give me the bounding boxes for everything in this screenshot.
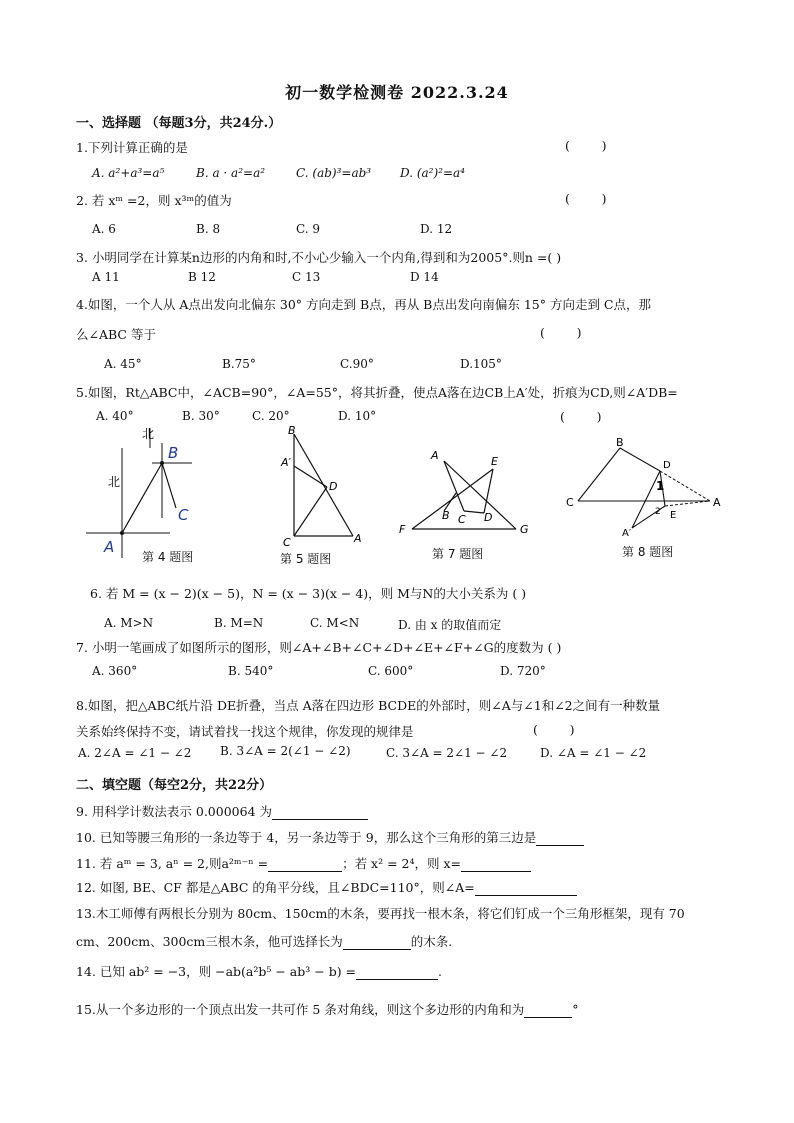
q6-option-d: D. 由 x 的取值而定: [398, 618, 502, 632]
q11-stem-b: ；若 x² = 2⁴，则 x=: [342, 856, 461, 871]
fig7-caption: 第 7 题图: [432, 547, 484, 561]
q3-option-c: C 13: [292, 270, 321, 284]
q8-option-b: B. 3∠A = 2(∠1 − ∠2): [220, 744, 351, 758]
fig5-label-a-prime: A′: [281, 456, 292, 469]
q2-stem: 2. 若 xᵐ =2，则 x³ᵐ的值为: [76, 193, 232, 208]
fig7-label-d: D: [484, 511, 493, 524]
q5-option-c: C. 20°: [252, 409, 290, 423]
q6-stem: 6. 若 M = (x − 2)(x − 5)，N = (x − 3)(x − 4)，则 M与N的大小关系为 ( ): [90, 586, 527, 601]
q4-answer-paren: ( ): [540, 325, 582, 340]
q3-option-d: D 14: [410, 270, 439, 284]
q13-line2: [76, 932, 452, 950]
q9-answer-blank[interactable]: [272, 805, 368, 820]
q15-line: [76, 1000, 579, 1018]
q4-stem-line1: 4.如图，一个人从 A点出发向北偏东 30° 方向走到 B点，再从 B点出发向南偏东 15° 方向走到 C点，那: [76, 297, 651, 312]
q15-answer-blank[interactable]: [524, 1003, 572, 1018]
fig8-label-d: D: [663, 460, 671, 471]
q15-stem: 15.从一个多边形的一个顶点出发一共可作 5 条对角线，则这个多边形的内角和为: [76, 1002, 525, 1017]
q13-answer-blank[interactable]: [343, 935, 411, 950]
fig8-label-a-prime: A′: [622, 528, 632, 539]
q3-option-b: B 12: [188, 270, 216, 284]
q5-option-d: D. 10°: [338, 409, 377, 423]
q1-option-c: C. (ab)³=ab³: [296, 166, 372, 180]
section-fill-heading: 二、填空题（每空2分，共22分）: [76, 778, 273, 793]
q4-stem-line2: 么∠ABC 等于: [76, 327, 156, 342]
figure-5-diagram: [278, 424, 368, 549]
q5-answer-paren: ( ): [560, 409, 602, 424]
q2-answer-paren: ( ): [565, 191, 607, 206]
section-choice-heading: 一、选择题 （每题3分，共24分.）: [76, 116, 282, 131]
q6-option-b: B. M=N: [214, 616, 264, 630]
q14-line: [76, 962, 442, 980]
fig7-label-f: F: [399, 523, 406, 536]
q8-option-d: D. ∠A = ∠1 − ∠2: [540, 746, 647, 760]
fig4-caption: 第 4 题图: [142, 550, 194, 564]
fig8-label-angle-1: 1: [656, 479, 665, 493]
q7-option-c: C. 600°: [368, 664, 414, 678]
q8-stem-line1: 8.如图，把△ABC纸片沿 DE折叠，当点 A落在四边形 BCDE的外部时，则∠A与∠1和∠2之间有一种数量: [76, 698, 661, 713]
q2-option-b: B. 8: [196, 222, 221, 236]
q8-answer-paren: ( ): [533, 722, 575, 737]
figure-7-diagram: [396, 445, 536, 540]
q5-option-b: B. 30°: [182, 409, 220, 423]
q8-option-a: A. 2∠A = ∠1 − ∠2: [78, 746, 192, 760]
q12-answer-blank[interactable]: [475, 881, 577, 896]
q2-option-d: D. 12: [420, 222, 453, 236]
page-title: 初一数学检测卷 2022.3.24: [285, 83, 509, 102]
figure-8-diagram: [560, 436, 730, 541]
fig4-label-c: C: [178, 506, 189, 524]
fig5-caption: 第 5 题图: [280, 552, 332, 566]
q2-option-a: A. 6: [92, 222, 116, 236]
fig8-label-c: C: [566, 496, 574, 509]
fig7-label-e: E: [491, 455, 498, 468]
q13-stem-b: 的木条.: [410, 934, 453, 949]
q6-option-a: A. M>N: [104, 616, 154, 630]
fig8-label-e: E: [670, 510, 677, 521]
figure-4-diagram: [80, 428, 220, 563]
fig7-label-g: G: [520, 523, 529, 536]
fig8-label-angle-2: 2: [655, 507, 661, 517]
q11-stem-a: 11. 若 aᵐ = 3, aⁿ = 2,则a²ᵐ⁻ⁿ =: [76, 856, 269, 871]
q8-option-c: C. 3∠A = 2∠1 − ∠2: [386, 746, 508, 760]
fig7-label-c: C: [458, 513, 466, 526]
q4-option-a: A. 45°: [104, 357, 142, 371]
q4-option-b: B.75°: [222, 357, 256, 371]
q10-answer-blank[interactable]: [536, 831, 584, 846]
fig8-caption: 第 8 题图: [622, 545, 674, 559]
fig4-label-north-2: 北: [108, 475, 121, 489]
fig5-label-a: A: [354, 532, 362, 545]
q7-stem: 7. 小明一笔画成了如图所示的图形，则∠A+∠B+∠C+∠D+∠E+∠F+∠G的度数为 ( ): [76, 640, 562, 655]
q14-answer-blank[interactable]: [356, 965, 438, 980]
q5-option-a: A. 40°: [96, 409, 134, 423]
q11-answer-blank-a[interactable]: [268, 857, 342, 872]
q3-stem: 3. 小明同学在计算某n边形的内角和时,不小心少输入一个内角,得到和为2005°.则n =( ): [76, 250, 562, 265]
q9-stem: 9. 用科学计数法表示 0.000064 为: [76, 804, 272, 819]
fig5-label-d: D: [329, 480, 338, 493]
q12-line: [76, 878, 577, 896]
q10-stem: 10. 已知等腰三角形的一条边等于 4，另一条边等于 9，那么这个三角形的第三边是: [76, 830, 537, 845]
q4-option-c: C.90°: [340, 357, 374, 371]
q1-answer-paren: ( ): [565, 138, 607, 153]
q1-option-d: D. (a²)²=a⁴: [400, 166, 465, 180]
q13-stem-line1: 13.木工师傅有两根长分别为 80cm、150cm的木条，要再找一根木条，将它们钉成一个三角形框架，现有 70: [76, 906, 685, 921]
q1-option-b: B. a · a²=a²: [196, 166, 266, 180]
q9-line: [76, 802, 368, 820]
fig8-label-b: B: [616, 436, 624, 449]
q7-option-d: D. 720°: [500, 664, 546, 678]
q1-stem: 1.下列计算正确的是: [76, 140, 188, 155]
q1-option-a: A. a²+a³=a⁵: [92, 166, 165, 180]
fig5-label-c: C: [283, 536, 291, 549]
q10-line: [76, 828, 584, 846]
fig4-label-a: A: [104, 538, 115, 556]
q6-option-c: C. M<N: [310, 616, 360, 630]
q14-stem: 14. 已知 ab² = −3，则 −ab(a²b⁵ − ab³ − b) =: [76, 964, 357, 979]
fig5-label-b: B: [288, 424, 296, 437]
q2-option-c: C. 9: [296, 222, 321, 236]
q15-degree: °: [572, 1002, 579, 1017]
q7-option-b: B. 540°: [228, 664, 274, 678]
q12-stem: 12. 如图, BE、CF 都是△ABC 的角平分线，且∠BDC=110°，则∠A=: [76, 880, 475, 895]
fig4-label-north-1: 北: [142, 428, 155, 441]
q3-option-a: A 11: [92, 270, 120, 284]
fig7-label-a: A: [431, 449, 439, 462]
q11-answer-blank-b[interactable]: [461, 857, 531, 872]
q8-stem-line2: 关系始终保持不变，请试着找一找这个规律，你发现的规律是: [76, 724, 414, 739]
q13-stem-a: cm、200cm、300cm三根木条，他可选择长为: [76, 934, 343, 949]
q14-stem-end: .: [438, 964, 443, 979]
fig4-label-b: B: [168, 444, 179, 462]
q7-option-a: A. 360°: [92, 664, 138, 678]
q5-stem: 5.如图，Rt△ABC中，∠ACB=90°，∠A=55°，将其折叠，使点A落在边CB上A′处，折痕为CD,则∠A′DB=: [76, 385, 678, 400]
fig8-label-a: A: [713, 496, 721, 509]
fig7-label-b: B: [442, 509, 450, 522]
q4-option-d: D.105°: [460, 357, 502, 371]
q11-line: [76, 854, 531, 872]
